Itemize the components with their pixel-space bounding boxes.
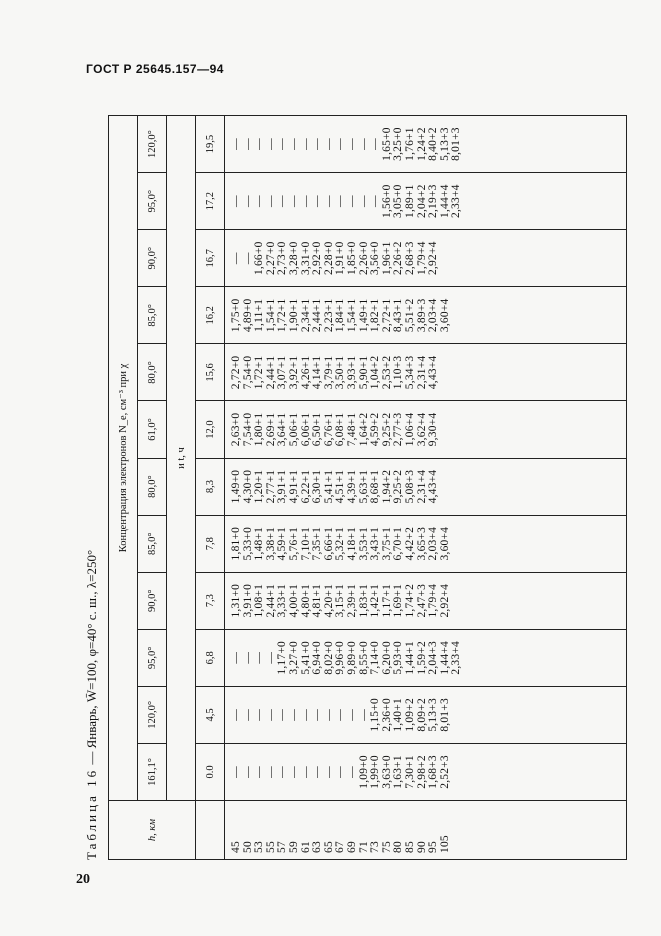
time-values-row <box>196 116 225 860</box>
density-column: 1,75+0 4,89+0 1,11+1 1,54+1 1,72+1 1,90+1 2,34+1 2,44+1 2,23+1 1,84+1 1,54+1 1,49+1 1,82+1 2,72+1 8,43+1 5,51+2 3,89+3 2,03+4 3,60+4 <box>225 287 627 344</box>
caption-label: Таблица 16 <box>84 767 99 860</box>
chi-header-cell: 61,0° <box>138 401 167 458</box>
table-caption <box>84 90 100 860</box>
time-header-cell: 0.0 <box>196 743 225 800</box>
density-column: — — — — — — — — — — — — 1,15+0 2,36+0 1,40+1 1,09+2 8,09+2 5,13+3 8,01+3 <box>225 686 627 743</box>
group-header-text: Концентрация электронов N_e, см⁻³ при χ <box>118 363 129 553</box>
rotated-table-area <box>82 90 537 860</box>
chi-header-cell: 90,0° <box>138 572 167 629</box>
density-column: — — — — — — — — — — — — — 1,56+0 3,05+0 1,89+1 2,04+2 2,19+3 1,44+4 2,33+4 <box>225 173 627 230</box>
density-column: 2,72+0 7,54+0 1,72+1 2,44+1 3,07+1 3,92+1 4,26+1 4,14+1 3,79+1 3,50+1 3,93+1 5,90+1 1,04+2 2,53+2 1,10+3 5,34+3 2,31+4 4,43+4 <box>225 344 627 401</box>
chi-header-row <box>138 116 167 860</box>
electron-density-table <box>108 115 627 860</box>
chi-header-cell: 85,0° <box>138 515 167 572</box>
time-header-cell: 16,7 <box>196 230 225 287</box>
time-header-cell: 7,3 <box>196 572 225 629</box>
time-header-cell: 12,0 <box>196 401 225 458</box>
time-header-cell: 8,3 <box>196 458 225 515</box>
chi-header-cell: 120,0° <box>138 686 167 743</box>
time-label-row <box>167 116 196 860</box>
density-column: — — — — — — — — — — — — — 1,65+0 3,25+0 1,76+1 1,24+2 8,40+2 5,13+3 8,01+3 <box>225 116 627 173</box>
chi-header-cell: 95,0° <box>138 629 167 686</box>
chi-header-cell: 80,0° <box>138 458 167 515</box>
page-number: 20 <box>76 872 90 887</box>
time-header-cell: 19,5 <box>196 116 225 173</box>
height-column: 45 50 53 55 57 59 61 63 65 67 69 71 73 75 80 85 90 95 105 <box>225 801 627 860</box>
time-header-cell: 6,8 <box>196 629 225 686</box>
time-header-cell: 17,2 <box>196 173 225 230</box>
time-header-cell: 4,5 <box>196 686 225 743</box>
height-header: h, км <box>109 801 196 860</box>
group-header <box>109 116 138 801</box>
density-column: 1,31+0 3,91+0 1,08+1 2,44+1 3,33+1 4,00+1 4,80+1 4,81+1 4,20+1 3,15+1 2,39+1 1,83+1 1,42+1 1,17+1 1,69+1 1,74+2 2,47+3 1,79+4 2,92+4 <box>225 572 627 629</box>
document-header: ГОСТ Р 25645.157—94 <box>86 62 224 76</box>
chi-header-cell: 95,0° <box>138 173 167 230</box>
time-header-cell: 7,8 <box>196 515 225 572</box>
density-column: 1,49+0 4,30+0 1,20+1 2,77+1 3,91+1 4,91+1 6,22+1 6,30+1 5,41+1 4,51+1 4,39+1 5,63+1 8,68+1 1,94+2 9,25+2 5,08+3 2,31+4 4,43+4 <box>225 458 627 515</box>
density-column: 2,63+0 7,54+0 1,80+1 2,69+1 3,64+1 5,06+1 6,06+1 6,50+1 6,76+1 6,08+1 7,48+1 1,64+2 4,59+2 9,25+2 2,77+3 1,06+4 3,62+4 9,30+4 <box>225 401 627 458</box>
height-header-spacer <box>196 801 225 860</box>
time-header-cell: 15,6 <box>196 344 225 401</box>
chi-header-cell: 85,0° <box>138 287 167 344</box>
density-column: — — — — — — — — — — — 1,09+0 1,99+0 3,63+0 1,63+1 7,30+1 2,98+2 1,68+3 2,52+3 <box>225 743 627 800</box>
density-column: — — — — 1,17+0 3,27+0 5,41+0 6,94+0 8,02+0 9,96+0 9,89+0 8,55+0 7,14+0 6,20+0 5,93+0 1,44+1 1,59+2 2,04+3 1,44+4 2,33+4 <box>225 629 627 686</box>
caption-text: — Январь, W̄=100, φ=40° с. ш., λ=250° <box>84 549 99 765</box>
density-column: — — 1,66+0 2,27+0 2,73+0 3,28+0 3,31+0 2,92+0 2,28+0 1,91+0 1,85+0 2,26+0 3,56+0 1,96+1 2,26+2 2,68+3 1,79+4 2,92+4 <box>225 230 627 287</box>
density-column: 1,81+0 5,33+0 1,48+1 3,38+1 4,59+1 5,76+1 7,10+1 7,35+1 6,66+1 5,32+1 4,18+1 3,53+1 3,43+1 3,75+1 6,70+1 4,42+2 3,65+3 2,03+4 3,60+4 <box>225 515 627 572</box>
chi-header-cell: 161,1° <box>138 743 167 800</box>
time-header-cell: 16,2 <box>196 287 225 344</box>
group-header-row <box>109 116 138 860</box>
chi-header-cell: 90,0° <box>138 230 167 287</box>
time-header: и t, ч <box>167 116 196 801</box>
chi-header-cell: 120,0° <box>138 116 167 173</box>
chi-header-cell: 80,0° <box>138 344 167 401</box>
table-body-row <box>225 116 627 860</box>
